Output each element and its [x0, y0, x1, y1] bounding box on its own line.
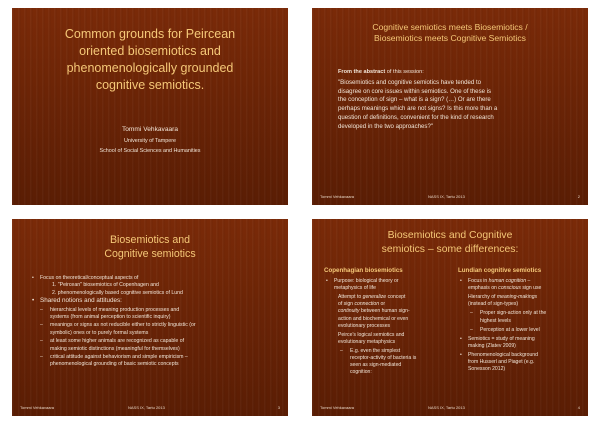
numbered-item: 1. "Peircean" biosemiotics of Copenhagen and [52, 282, 159, 289]
slide-footer [320, 405, 580, 413]
italic-text: continuity [338, 308, 360, 315]
title-line: Biosemiotics and Cognitive [387, 230, 513, 241]
slide-3[interactable] [12, 219, 288, 416]
bullet [458, 352, 582, 373]
sub-bullet-line: receptor-activity of bacteria is [350, 355, 417, 362]
title-line: Common grounds for Peircean [64, 27, 236, 41]
bullet-line [468, 278, 582, 285]
footer-page-number: 3 [277, 405, 280, 410]
bullet [32, 297, 276, 305]
title-line: Biosemiotics meets Cognitive Semiotics [374, 33, 526, 43]
bullet [458, 278, 582, 292]
dash-icon: – [40, 338, 43, 345]
abstract-rest: of this session: [385, 69, 424, 75]
text: sign use [520, 285, 542, 292]
school: School of Social Sciences and Humanities [99, 148, 201, 154]
text: Attempt to [338, 294, 363, 301]
author-name: Tommi Vehkavaara [121, 126, 179, 133]
right-column-heading: Lundian cognitive semiotics [458, 267, 542, 274]
dash-icon: – [40, 306, 43, 313]
sub-bullet-line: critical attitude against behaviorism and simple empiricism – [50, 354, 188, 361]
paragraph-line [338, 301, 454, 308]
bullet-line: making (Zlatev 2009) [468, 342, 516, 349]
paragraph [324, 332, 454, 346]
sub-bullet [32, 322, 276, 337]
bullet-dot-icon: • [460, 335, 462, 342]
abstract-bold: From the abstract [338, 69, 386, 75]
text: Focus in [468, 278, 489, 285]
slide-3-title [20, 233, 280, 261]
italic-text: human cognition [488, 278, 527, 285]
sub-bullet [324, 348, 454, 376]
sub-bullet-line: hierarchical levels of meaning production processes and [50, 306, 180, 313]
slide-footer [320, 194, 580, 202]
sub-bullet-line: phenomenological grounding of basic semiotic concepts [50, 361, 179, 368]
bullet [32, 275, 276, 282]
title-line: Biosemiotics and [109, 234, 191, 246]
paragraph-line [468, 294, 582, 301]
bullet-line: Phenomenological background [468, 351, 538, 358]
paragraph-line: action and biochemical or even [338, 315, 409, 322]
text: concept [386, 294, 406, 301]
numbered-item: 2. phenomenologically based cognitive semiotics of Lund [52, 289, 183, 296]
text: between human sign- [359, 308, 410, 315]
sub-bullet [32, 354, 276, 369]
footer-author: Tommi Vehkavaara [320, 405, 355, 410]
title-line: cognitive semiotics. [95, 78, 205, 92]
sub-bullet-line: seen as sign-mediated [350, 362, 402, 369]
paragraph [458, 294, 582, 308]
sub-bullet [458, 310, 582, 324]
right-column [458, 267, 582, 375]
title-line: phenomenologically grounded [66, 61, 234, 75]
text: Hierarchy of [468, 294, 497, 301]
italic-text: meaning-makings [496, 294, 538, 301]
footer-event: NASS IX, Tartu 2013 [428, 405, 465, 410]
italic-text: generalize [362, 294, 387, 301]
quote-line: perhaps meanings which are not signs? Is this more than a [338, 105, 498, 113]
sub-bullet-line: symbolic) ones or to purely formal systems [50, 329, 149, 336]
slide-1-title [20, 26, 280, 94]
bullet-line: from Husserl and Piaget (e.g. [468, 359, 535, 366]
abstract-intro [338, 68, 576, 76]
slide-3-content [32, 275, 276, 369]
sub-bullet-line: highest levels [480, 317, 511, 324]
quote-line: question of definitions, convenient for the kind of research [338, 113, 494, 121]
paragraph-line [338, 308, 454, 315]
bullet-text: Focus on theoretical/conceptual aspects of [40, 275, 139, 281]
italic-text: connection [354, 301, 380, 308]
left-column [324, 267, 454, 378]
bullet-line: Sonesson 2012) [468, 366, 506, 373]
bullet-dot-icon: • [460, 351, 462, 358]
bullet-line: Purpose: biological theory or [334, 278, 399, 285]
bullet-line: metaphysics of life [334, 285, 376, 292]
dash-icon: – [40, 354, 43, 361]
university: University of Tampere [123, 138, 177, 144]
text: or [379, 301, 386, 308]
paragraph-line: (instead of sign-types) [468, 301, 519, 308]
footer-page-number: 2 [577, 194, 580, 199]
footer-page-number: 4 [577, 405, 580, 410]
slide-2[interactable] [312, 8, 588, 205]
quote-line: disagree on core issues within semiotics. One of these is [338, 87, 492, 95]
italic-text: conscious [498, 285, 521, 292]
sub-bullet-line: E.g. even the simplest [350, 347, 401, 354]
bullet-line: Semiotics = study of meaning [468, 335, 535, 342]
paragraph-line: evolutionary processes [338, 322, 391, 329]
sub-bullet-line: Proper sign-action only at the [480, 310, 547, 317]
text: emphasis on [468, 285, 499, 292]
slide-1[interactable] [12, 8, 288, 205]
bullet [458, 336, 582, 350]
abstract-quote [338, 79, 576, 131]
bullet-dot-icon: • [32, 297, 35, 305]
slide-2-title [320, 22, 580, 44]
bullet-text: Shared notions and attitudes: [40, 297, 122, 305]
paragraph-line: Peirce's logical semiotics and [338, 331, 405, 338]
dash-icon: – [470, 310, 473, 317]
title-line: Cognitive semiotics [104, 248, 196, 260]
sub-bullet [32, 307, 276, 322]
sub-bullet-line: meanings or signs as not reducible either to strictly linguistic (or [50, 322, 196, 329]
footer-author: Tommi Vehkavaara [20, 405, 55, 410]
footer-event: NASS IX, Tartu 2013 [428, 194, 465, 199]
dash-icon: – [40, 322, 43, 329]
bullet-dot-icon: • [326, 278, 328, 285]
title-line: Cognitive semiotics meets Biosemiotics / [372, 22, 528, 32]
sub-bullet-line: making semiotic distinctions (meaningful for themselves) [50, 345, 180, 352]
sub-bullet-line: cognition: [350, 369, 372, 376]
bullet-line [468, 285, 582, 292]
bullet-dot-icon: • [460, 278, 462, 285]
quote-line: the conception of sign – what is a sign? (…) Or are there [338, 96, 491, 104]
slide-footer [20, 405, 280, 413]
sub-bullet-line: systems (from animal perception to scientific inquiry) [50, 314, 171, 321]
bullet-dot-icon: • [32, 275, 34, 281]
paragraph-line [338, 294, 454, 301]
text: – [526, 278, 531, 285]
slide-4-title [320, 229, 580, 257]
dash-icon: – [470, 326, 473, 333]
sub-bullet [32, 338, 276, 353]
footer-event: NASS IX, Tartu 2013 [128, 405, 165, 410]
quote-line: developed in the two approaches?" [338, 122, 433, 130]
quote-line: "Biosemiotics and cognitive semiotics have tended to [338, 79, 482, 86]
left-column-heading: Copenhagian biosemiotics [324, 267, 403, 274]
footer-author: Tommi Vehkavaara [320, 194, 355, 199]
bullet [324, 278, 454, 292]
title-line: semiotics – some differences: [381, 244, 519, 255]
dash-icon: – [340, 347, 343, 354]
paragraph-line: evolutionary metaphysics [338, 338, 396, 345]
sub-bullet-line: Perception at a lower level [480, 326, 540, 333]
slide-4[interactable] [312, 219, 588, 416]
sub-bullet-line: at least some higher animals are recognized as capable of [50, 338, 185, 345]
text: of sign [338, 301, 355, 308]
paragraph [324, 294, 454, 329]
title-line: oriented biosemiotics and [79, 44, 221, 58]
sub-bullet [458, 327, 582, 334]
